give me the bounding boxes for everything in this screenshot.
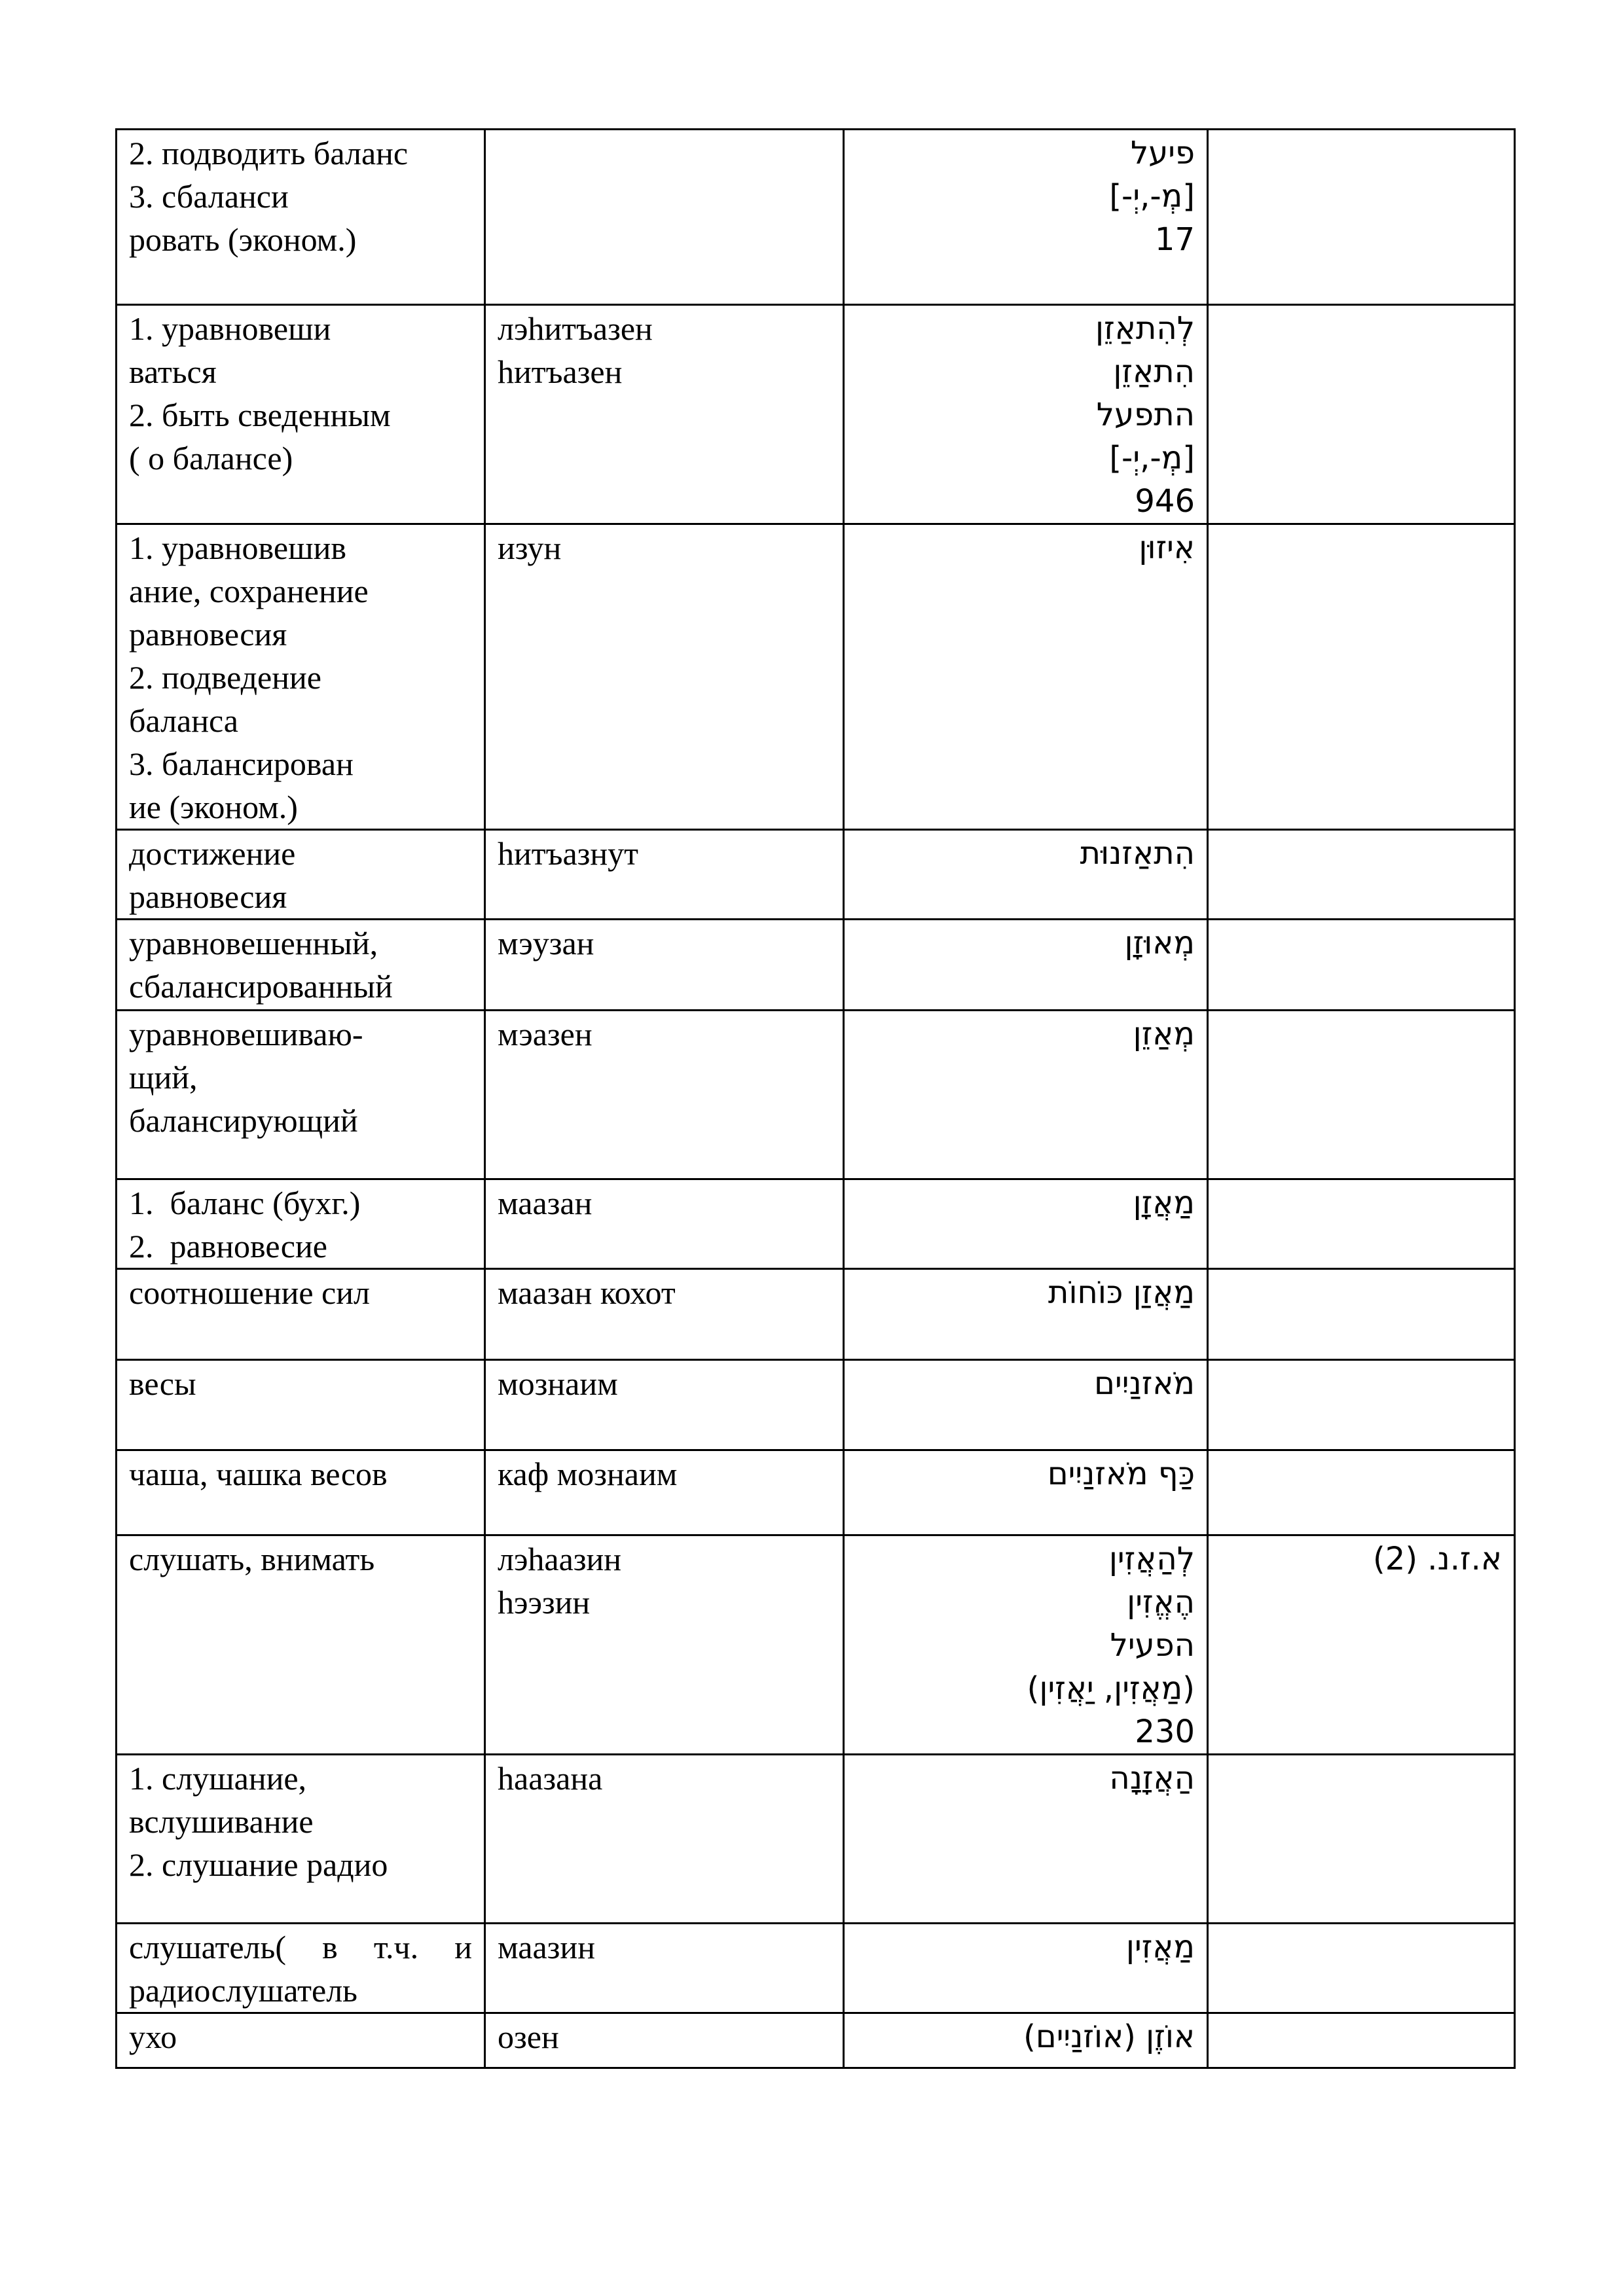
russian-translation-cell-line: ание, сохранение xyxy=(129,573,369,609)
russian-translation-cell xyxy=(117,130,485,305)
transliteration-cell xyxy=(485,830,844,920)
russian-translation-cell xyxy=(117,1269,485,1360)
russian-translation-cell-line: 1. баланс (бухг.) xyxy=(129,1185,361,1221)
russian-translation-cell-line: достижение xyxy=(129,835,296,872)
transliteration-cell xyxy=(485,1755,844,1924)
transliteration-cell-line: hитъазнут xyxy=(498,835,639,872)
russian-translation-cell-line: радиослушатель xyxy=(129,1972,357,2009)
dictionary-table-body xyxy=(117,130,1515,2068)
transliteration-cell-line: hаазана xyxy=(498,1760,603,1797)
transliteration-cell-line: маазин xyxy=(498,1929,595,1965)
russian-translation-cell-line: баланса xyxy=(129,702,238,739)
hebrew-root-cell xyxy=(1208,1011,1515,1179)
russian-translation-cell-line: 2. слушание радио xyxy=(129,1846,388,1883)
hebrew-root-cell xyxy=(1208,1179,1515,1269)
russian-translation-cell xyxy=(117,1535,485,1755)
table-row xyxy=(117,524,1515,830)
transliteration-cell xyxy=(485,130,844,305)
hebrew-word-cell-line: מַאֲזָן xyxy=(1133,1185,1195,1221)
transliteration-cell xyxy=(485,1269,844,1360)
hebrew-word-cell-line: [מְ-,יְ-] xyxy=(1109,178,1195,215)
russian-translation-cell-line: 3. балансирован xyxy=(129,745,354,782)
hebrew-word-cell-line: מְאוּזָן xyxy=(1124,925,1195,961)
transliteration-cell-line: озен xyxy=(498,2018,559,2055)
hebrew-word-cell-line: מְאַזֵן xyxy=(1133,1016,1195,1052)
russian-translation-cell-line: ухо xyxy=(129,2018,177,2055)
russian-translation-cell-line: вслушивание xyxy=(129,1803,314,1840)
russian-translation-cell-line: 2. равновесие xyxy=(129,1228,327,1265)
russian-translation-cell xyxy=(117,1450,485,1535)
russian-translation-cell xyxy=(117,1179,485,1269)
hebrew-word-cell-line: הֶאֱזִין xyxy=(1127,1584,1195,1621)
transliteration-cell xyxy=(485,1535,844,1755)
table-row xyxy=(117,1450,1515,1535)
russian-translation-cell-line: равновесия xyxy=(129,878,287,915)
hebrew-word-cell-line: 946 xyxy=(1135,483,1195,520)
transliteration-cell-line: мэузан xyxy=(498,925,594,961)
russian-translation-cell xyxy=(117,1755,485,1924)
hebrew-word-cell xyxy=(844,1535,1208,1755)
hebrew-word-cell xyxy=(844,920,1208,1011)
table-row xyxy=(117,1755,1515,1924)
hebrew-word-cell xyxy=(844,1360,1208,1450)
hebrew-word-cell xyxy=(844,2013,1208,2068)
transliteration-cell-line: изун xyxy=(498,529,562,566)
hebrew-root-cell xyxy=(1208,1450,1515,1535)
russian-translation-cell-line: 3. сбаланси xyxy=(129,178,289,215)
russian-translation-cell xyxy=(117,1360,485,1450)
russian-translation-cell-line: ( о балансе) xyxy=(129,440,293,476)
russian-translation-cell-line: 1. уравновешив xyxy=(129,529,346,566)
russian-translation-cell xyxy=(117,305,485,524)
hebrew-word-cell-line: התפעל xyxy=(1096,397,1195,433)
russian-translation-cell-line: слушатель( в т.ч. и xyxy=(129,1929,472,1965)
transliteration-cell xyxy=(485,1360,844,1450)
hebrew-word-cell xyxy=(844,130,1208,305)
transliteration-cell xyxy=(485,1450,844,1535)
transliteration-cell-line: hитъазен xyxy=(498,353,623,390)
transliteration-cell xyxy=(485,1924,844,2013)
table-row xyxy=(117,1360,1515,1450)
hebrew-word-cell-line: לְהַאֲזִין xyxy=(1108,1541,1195,1577)
transliteration-cell-line: мознаим xyxy=(498,1365,618,1402)
table-row xyxy=(117,1179,1515,1269)
russian-translation-cell-line: уравновешиваю- xyxy=(129,1016,363,1052)
hebrew-word-cell-line: הִתאַזנוּת xyxy=(1080,835,1195,872)
russian-translation-cell-line: ровать (эконом.) xyxy=(129,221,357,258)
transliteration-cell xyxy=(485,1179,844,1269)
hebrew-root-cell xyxy=(1208,1535,1515,1755)
transliteration-cell-line: маазан xyxy=(498,1185,593,1221)
table-row xyxy=(117,1269,1515,1360)
hebrew-root-cell xyxy=(1208,2013,1515,2068)
hebrew-word-cell-line: אוֹזֶן (אוֹזנַיִים) xyxy=(1023,2018,1195,2055)
hebrew-root-cell-line: א.ז.נ. (2) xyxy=(1373,1541,1502,1577)
russian-translation-cell xyxy=(117,524,485,830)
hebrew-word-cell xyxy=(844,830,1208,920)
hebrew-root-cell xyxy=(1208,830,1515,920)
russian-translation-cell-line: 1. слушание, xyxy=(129,1760,307,1797)
hebrew-word-cell-line: (מַאֲזִין, יַאֲזִין) xyxy=(1027,1670,1195,1707)
hebrew-word-cell-line: מַאֲזִין xyxy=(1125,1929,1195,1965)
hebrew-root-cell xyxy=(1208,305,1515,524)
dictionary-table xyxy=(115,128,1516,2069)
table-row xyxy=(117,1535,1515,1755)
russian-translation-cell xyxy=(117,830,485,920)
hebrew-word-cell-line: הפעיל xyxy=(1110,1627,1195,1664)
transliteration-cell xyxy=(485,920,844,1011)
hebrew-root-cell xyxy=(1208,1360,1515,1450)
russian-translation-cell-line: равновесия xyxy=(129,616,287,653)
transliteration-cell xyxy=(485,1011,844,1179)
hebrew-word-cell-line: [מְ-,יְ-] xyxy=(1109,440,1195,476)
transliteration-cell-line: лэhитъазен xyxy=(498,310,653,347)
hebrew-root-cell xyxy=(1208,1755,1515,1924)
table-row xyxy=(117,1924,1515,2013)
russian-translation-cell-line: 2. быть сведенным xyxy=(129,397,391,433)
russian-translation-cell-line: ваться xyxy=(129,353,217,390)
russian-translation-cell xyxy=(117,920,485,1011)
hebrew-root-cell xyxy=(1208,1269,1515,1360)
russian-translation-cell-line: 2. подводить баланс xyxy=(129,135,409,171)
transliteration-cell-line: каф мознаим xyxy=(498,1456,678,1492)
hebrew-word-cell-line: פיעל xyxy=(1130,135,1195,171)
russian-translation-cell-line: весы xyxy=(129,1365,196,1402)
hebrew-word-cell-line: הַאֲזָנָה xyxy=(1109,1760,1195,1797)
hebrew-root-cell xyxy=(1208,1924,1515,2013)
hebrew-root-cell xyxy=(1208,524,1515,830)
russian-translation-cell-line: слушать, внимать xyxy=(129,1541,375,1577)
transliteration-cell xyxy=(485,2013,844,2068)
hebrew-word-cell-line: לְהִתאַזֵן xyxy=(1095,310,1195,347)
hebrew-word-cell xyxy=(844,524,1208,830)
hebrew-root-cell xyxy=(1208,920,1515,1011)
table-row xyxy=(117,2013,1515,2068)
transliteration-cell-line: маазан кохот xyxy=(498,1274,676,1311)
russian-translation-cell-line: 1. уравновеши xyxy=(129,310,331,347)
hebrew-word-cell xyxy=(844,1179,1208,1269)
hebrew-word-cell xyxy=(844,1269,1208,1360)
hebrew-word-cell xyxy=(844,1011,1208,1179)
hebrew-word-cell-line: 230 xyxy=(1135,1713,1195,1750)
hebrew-word-cell-line: מֹאזנַיִים xyxy=(1094,1365,1195,1402)
russian-translation-cell-line: соотношение сил xyxy=(129,1274,370,1311)
hebrew-word-cell-line: מַאֲזַן כּוֹחוֹת xyxy=(1048,1274,1195,1311)
russian-translation-cell xyxy=(117,1011,485,1179)
russian-translation-cell-line: 2. подведение xyxy=(129,659,321,696)
transliteration-cell-line: лэhаазин xyxy=(498,1541,622,1577)
hebrew-word-cell-line: הִתאַזֵן xyxy=(1113,353,1195,390)
russian-translation-cell-line: сбалансированный xyxy=(129,968,393,1005)
table-row xyxy=(117,1011,1515,1179)
transliteration-cell xyxy=(485,305,844,524)
hebrew-word-cell xyxy=(844,305,1208,524)
hebrew-word-cell xyxy=(844,1924,1208,2013)
table-row xyxy=(117,830,1515,920)
transliteration-cell-line: мэазен xyxy=(498,1016,593,1052)
hebrew-word-cell-line: 17 xyxy=(1154,221,1195,258)
hebrew-word-cell-line: כַּף מֹאזנַיִים xyxy=(1047,1456,1195,1492)
russian-translation-cell xyxy=(117,1924,485,2013)
hebrew-word-cell-line: אִיזוּן xyxy=(1139,529,1195,566)
russian-translation-cell xyxy=(117,2013,485,2068)
transliteration-cell xyxy=(485,524,844,830)
hebrew-word-cell xyxy=(844,1755,1208,1924)
russian-translation-cell-line: балансирующий xyxy=(129,1102,358,1139)
russian-translation-cell-line: ие (эконом.) xyxy=(129,789,298,825)
hebrew-word-cell xyxy=(844,1450,1208,1535)
russian-translation-cell-line: чаша, чашка весов xyxy=(129,1456,388,1492)
russian-translation-cell-line: щий, xyxy=(129,1059,198,1096)
table-row xyxy=(117,305,1515,524)
table-row xyxy=(117,920,1515,1011)
russian-translation-cell-line: уравновешенный, xyxy=(129,925,378,961)
table-row xyxy=(117,130,1515,305)
hebrew-root-cell xyxy=(1208,130,1515,305)
transliteration-cell-line: hээзин xyxy=(498,1584,591,1621)
